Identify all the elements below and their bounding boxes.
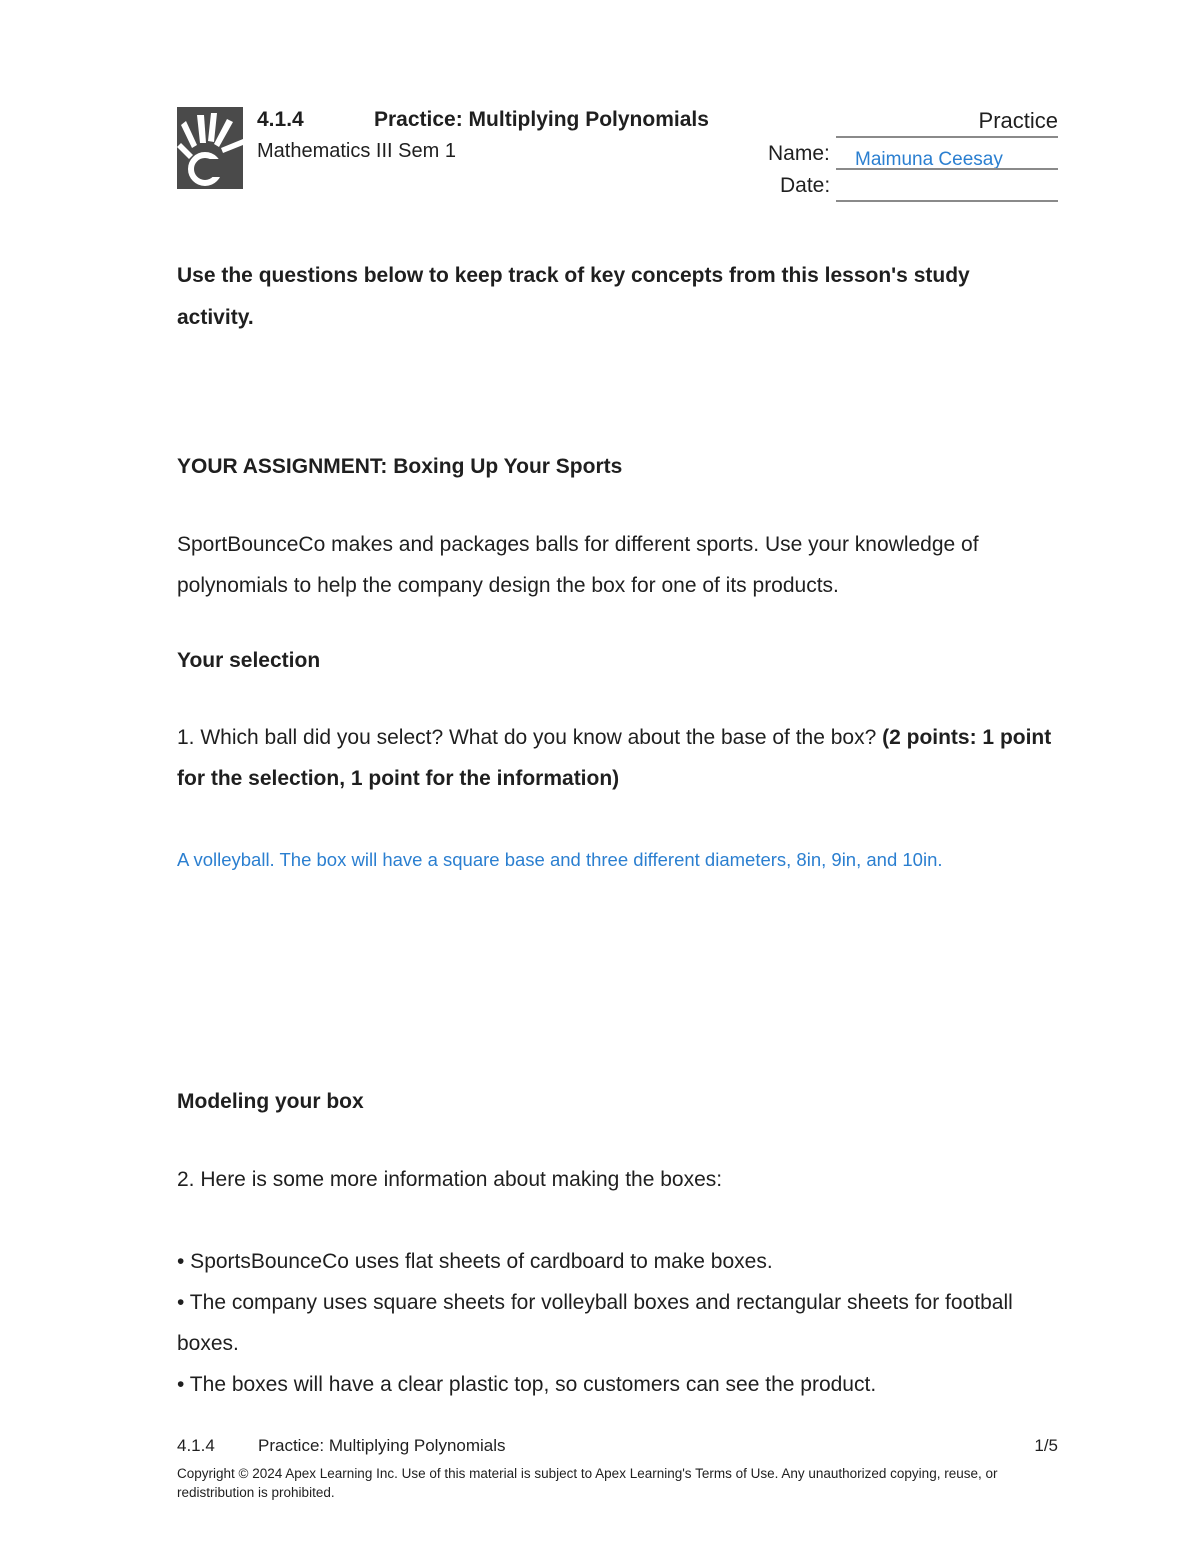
question-1-answer[interactable]: A volleyball. The box will have a square base and three different diameters, 8in, 9in, and 10in. xyxy=(177,849,943,870)
question-1-text: 1. Which ball did you select? What do you know about the base of the box? xyxy=(177,726,883,749)
course-name: Mathematics III Sem 1 xyxy=(257,140,456,162)
footer-lesson-title: Practice: Multiplying Polynomials xyxy=(258,1436,506,1455)
assignment-description: SportBounceCo makes and packages balls for different sports. Use your knowledge of polynomials to help the company design the box for one of its products. xyxy=(177,533,979,597)
modeling-heading: Modeling your box xyxy=(177,1090,364,1113)
question-1-points: (2 points: 1 point for the selection, 1 point for the information) xyxy=(177,726,1052,790)
date-label: Date: xyxy=(780,174,831,197)
selection-heading: Your selection xyxy=(177,649,321,672)
name-underline xyxy=(836,168,1058,170)
copyright-notice: Copyright © 2024 Apex Learning Inc. Use of this material is subject to Apex Learning's Terms of Use. Any unauthorized copying, reuse, or redistribution is prohibited. xyxy=(177,1466,998,1500)
footer-lesson-number: 4.1.4 xyxy=(177,1436,215,1455)
header-rule xyxy=(836,136,1058,138)
document-type: Practice xyxy=(978,108,1058,133)
bullet-item: • SportsBounceCo uses flat sheets of cardboard to make boxes. xyxy=(177,1250,773,1273)
name-label: Name: xyxy=(768,142,830,165)
bullet-item: • The company uses square sheets for volleyball boxes and rectangular sheets for football boxes. xyxy=(177,1291,1013,1355)
question-2: 2. Here is some more information about making the boxes: xyxy=(177,1168,723,1191)
name-field[interactable]: Maimuna Ceesay xyxy=(855,149,1003,170)
question-1 xyxy=(177,717,1057,799)
bullet-item: • The boxes will have a clear plastic top, so customers can see the product. xyxy=(177,1373,877,1396)
apex-learning-logo-icon xyxy=(177,107,243,189)
lesson-title: Practice: Multiplying Polynomials xyxy=(374,108,709,131)
lesson-number: 4.1.4 xyxy=(257,108,304,131)
page-number: 1/5 xyxy=(1034,1436,1058,1455)
date-underline xyxy=(836,200,1058,202)
intro-instructions: Use the questions below to keep track of key concepts from this lesson's study activity. xyxy=(177,264,970,329)
assignment-heading: YOUR ASSIGNMENT: Boxing Up Your Sports xyxy=(177,455,623,478)
